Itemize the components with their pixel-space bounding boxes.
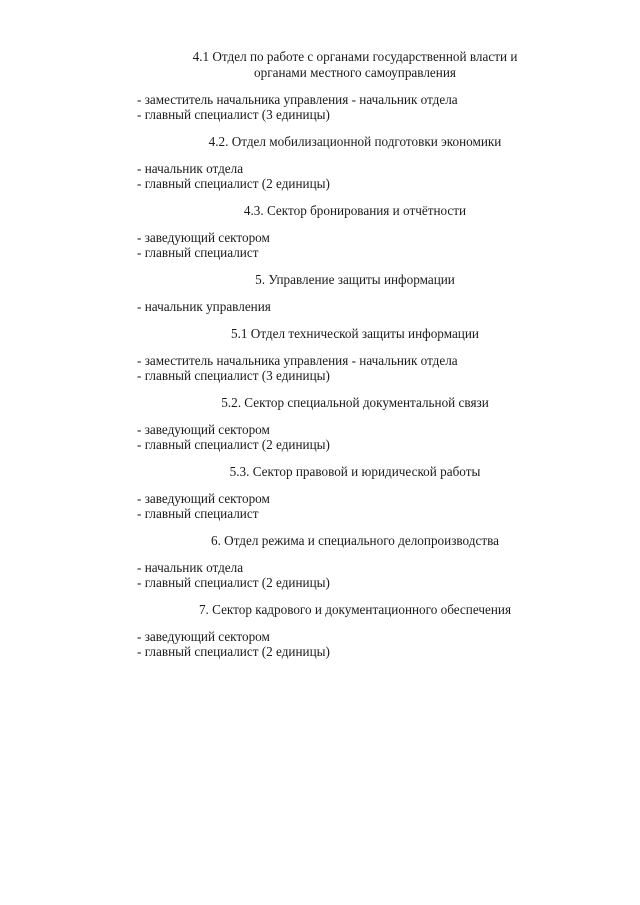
position-item: - главный специалист (2 единицы) [137,575,330,590]
position-list [0,92,640,122]
position-list [0,353,640,383]
department-section [0,464,640,521]
department-heading [0,464,640,480]
department-section [0,49,640,122]
department-heading [0,602,640,618]
position-item: - главный специалист (2 единицы) [137,176,330,191]
position-list [0,629,640,659]
position-list [0,299,640,314]
position-list [0,560,640,590]
position-list [0,491,640,521]
position-item: - главный специалист (3 единицы) [137,107,330,122]
position-item: - заместитель начальника управления - начальник отдела [137,92,458,107]
position-list [0,422,640,452]
position-item: - начальник отдела [137,161,244,176]
position-item: - заведующий сектором [137,230,270,245]
department-heading [0,326,640,342]
department-heading-line: 4.2. Отдел мобилизационной подготовки экономики [208,134,502,149]
department-section [0,134,640,191]
department-section [0,203,640,260]
department-heading-line: 4.1 Отдел по работе с органами государственной власти и [192,49,518,64]
position-item: - заместитель начальника управления - начальник отдела [137,353,458,368]
department-section [0,326,640,383]
position-item: - главный специалист [137,506,259,521]
department-heading [0,134,640,150]
position-item: - начальник управления [137,299,271,314]
department-heading [0,203,640,219]
position-item: - начальник отдела [137,560,244,575]
position-list [0,161,640,191]
position-list [0,230,640,260]
position-item: - заведующий сектором [137,629,270,644]
department-heading [0,533,640,549]
department-section [0,272,640,314]
department-heading-line: 7. Сектор кадрового и документационного обеспечения [198,602,512,617]
department-heading [0,49,640,81]
department-heading-line: 5.2. Сектор специальной документальной связи [221,395,489,410]
position-item: - главный специалист [137,245,259,260]
department-heading-line: 6. Отдел режима и специального делопроизводства [210,533,499,548]
department-heading [0,395,640,411]
department-section [0,602,640,659]
department-heading-line: 4.3. Сектор бронирования и отчётности [243,203,467,218]
department-heading-line: 5.1 Отдел технической защиты информации [231,326,479,341]
position-item: - главный специалист (2 единицы) [137,437,330,452]
position-item: - заведующий сектором [137,491,270,506]
department-section [0,395,640,452]
department-heading-line: органами местного самоуправления [254,65,456,80]
staff-structure-list [0,49,640,659]
department-heading-line: 5.3. Сектор правовой и юридической работы [229,464,481,479]
position-item: - главный специалист (2 единицы) [137,644,330,659]
department-section [0,533,640,590]
position-item: - заведующий сектором [137,422,270,437]
department-heading-line: 5. Управление защиты информации [255,272,455,287]
department-heading [0,272,640,288]
position-item: - главный специалист (3 единицы) [137,368,330,383]
